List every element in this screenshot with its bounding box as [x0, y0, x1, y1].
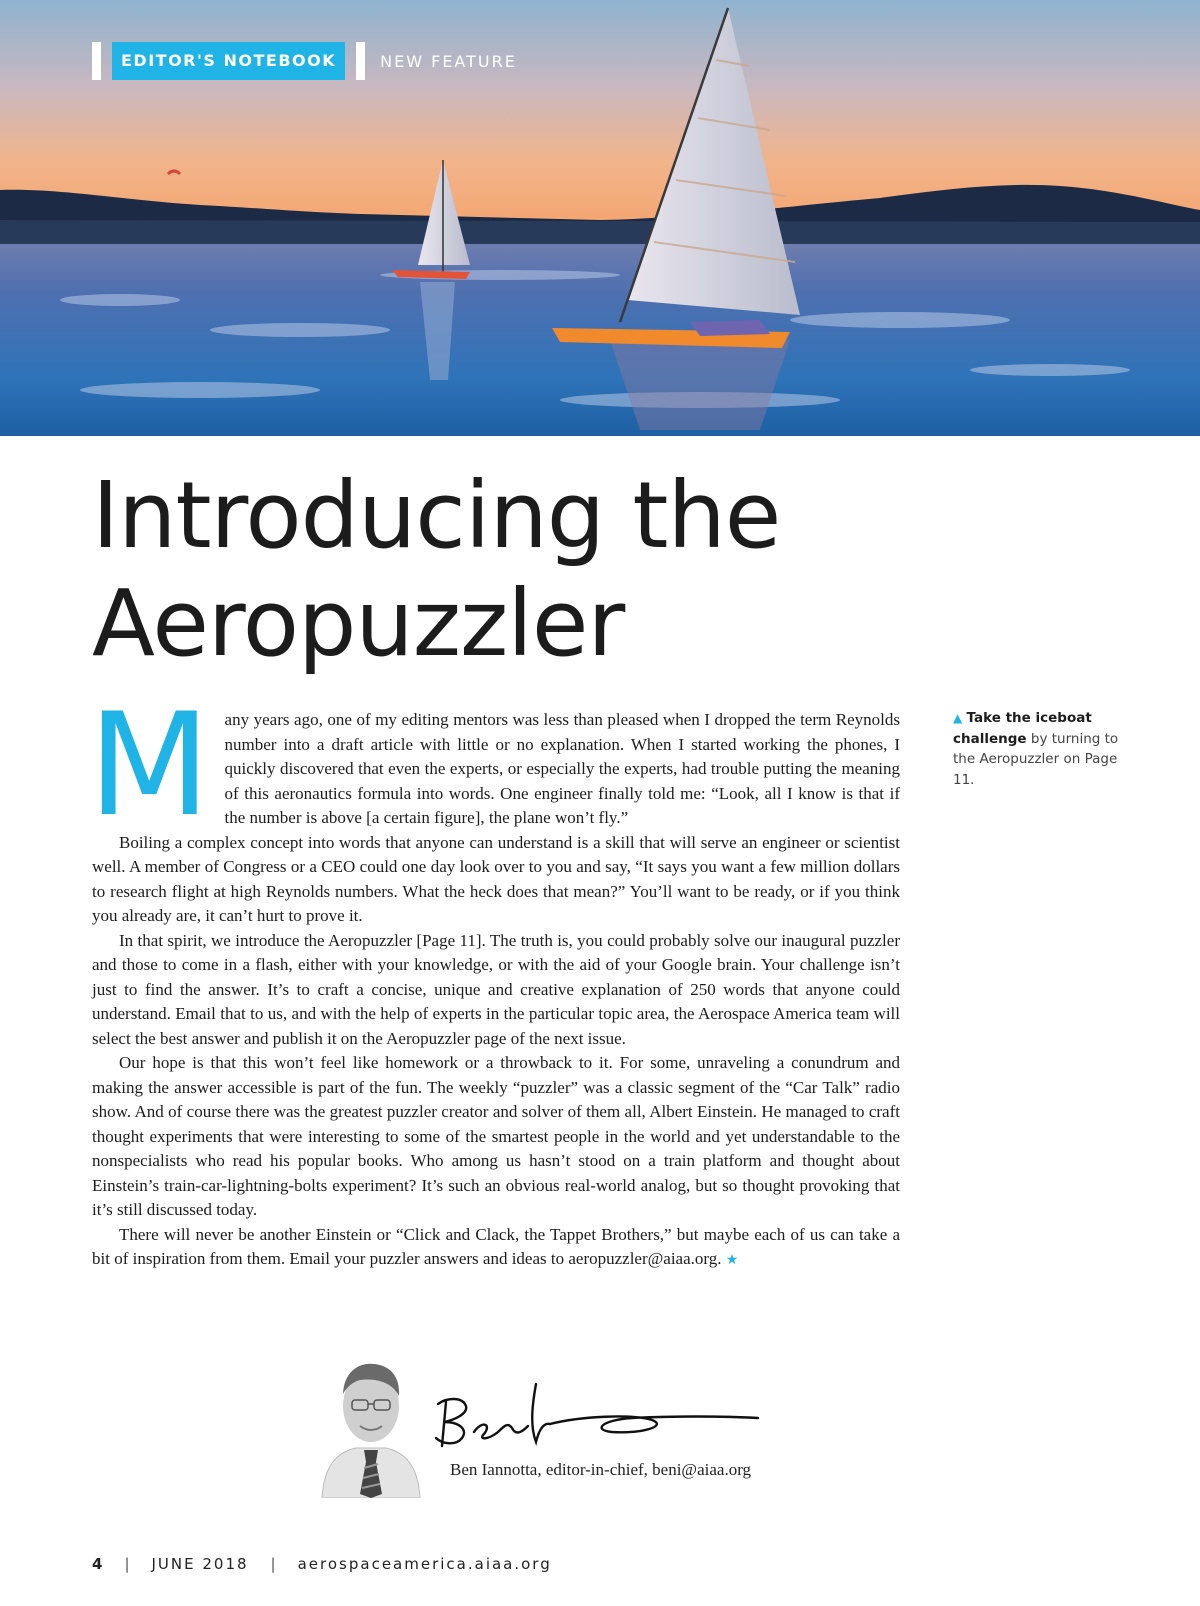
end-star-icon: ★ [725, 1252, 739, 1268]
article-paragraph-4: Our hope is that this won’t feel like homework or a throwback to it. For some, unraveling a conundrum and making the answer accessible is part of the fun. The weekly “puzzler” was a classic segment of the “Car Talk” radio show. And of course there was the greatest puzzler creator and solver of them all, Albert Einstein. He managed to craft thought experiments that were interesting to some of the smartest people in the world and yet understandable to the nonspecialists who read his popular books. Who among us hasn’t stood on a train platform and thought about Einstein’s train-car-lightning-bolts experiment? It’s such an obvious real-world analog, but so thought provoking that it’s still discussed today. [92, 1053, 900, 1219]
issue-date: JUNE 2018 [151, 1555, 249, 1573]
page-footer [92, 1552, 552, 1576]
tag-divider-bar [356, 42, 365, 80]
paragraph-text: There will never be another Einstein or “Click and Clack, the Tappet Brothers,” but maybe each of us can take a bit of inspiration from them. Email your puzzler answers and ideas to aeropuzzler@aiaa.org. [92, 1224, 900, 1268]
section-label: EDITOR'S NOTEBOOK [112, 42, 345, 80]
triangle-up-icon: ▲ [953, 711, 963, 725]
article-paragraph-5 [92, 1223, 900, 1273]
drop-cap: M [88, 683, 211, 848]
author-signature [432, 1376, 762, 1458]
article-paragraph-2: Boiling a complex concept into words that anyone can understand is a skill that will serve an engineer or scientist well. A member of Congress or a CEO could one day look over to you and say, “It says you want a few million dollars to research flight at high Reynolds numbers. What the heck does that mean?” You’ll want to be ready, or if you think you already are, it can’t hurt to prove it. [92, 832, 900, 925]
caption-text: by turning to the Aeropuzzler on Page 11. [953, 730, 1119, 788]
caption-bold: Take the iceboat challenge [953, 710, 1092, 747]
article-body [88, 683, 900, 1273]
author-credit: Ben Iannotta, editor-in-chief, beni@aiaa.org [450, 1460, 752, 1479]
article-paragraph-1 [88, 683, 900, 848]
page-title-line-1: Introducing the [92, 462, 781, 569]
footer-separator: | [124, 1555, 130, 1573]
hero-image [0, 0, 1200, 436]
page-title-line-2: Aeropuzzler [92, 570, 625, 677]
page-title [92, 462, 992, 678]
tag-divider-bar [92, 42, 101, 80]
article-paragraph-3: In that spirit, we introduce the Aeropuzzler [Page 11]. The truth is, you could probably solve our inaugural puzzler and those to come in a flash, either with your knowledge, or with the aid of your Google brain. Your challenge isn’t just to find the answer. It’s to craft a concise, unique and creative explanation of 250 words that anyone could understand. Email that to us, and with the help of experts in the particular topic area, the Aerospace America team will select the best answer and publish it on the Aeropuzzler page of the next issue. [92, 930, 900, 1048]
section-sublabel: NEW FEATURE [380, 51, 517, 71]
photo-caption [953, 708, 1123, 790]
section-tags [92, 42, 517, 80]
footer-separator: | [270, 1555, 276, 1573]
page-number: 4 [92, 1555, 103, 1573]
paragraph-text: any years ago, one of my editing mentors was less than pleased when I dropped the term Reynolds number into a draft article with little or no explanation. When I started working the phones, I quickly discovered that even the experts, or especially the experts, had trouble putting the meaning of this aeronautics formula into words. One engineer finally told me: “Look, all I know is that if the number is above [a certain figure], the plane won’t fly.” [224, 710, 900, 827]
website-link[interactable]: aerospaceamerica.aiaa.org [297, 1555, 552, 1573]
author-portrait [316, 1344, 426, 1498]
